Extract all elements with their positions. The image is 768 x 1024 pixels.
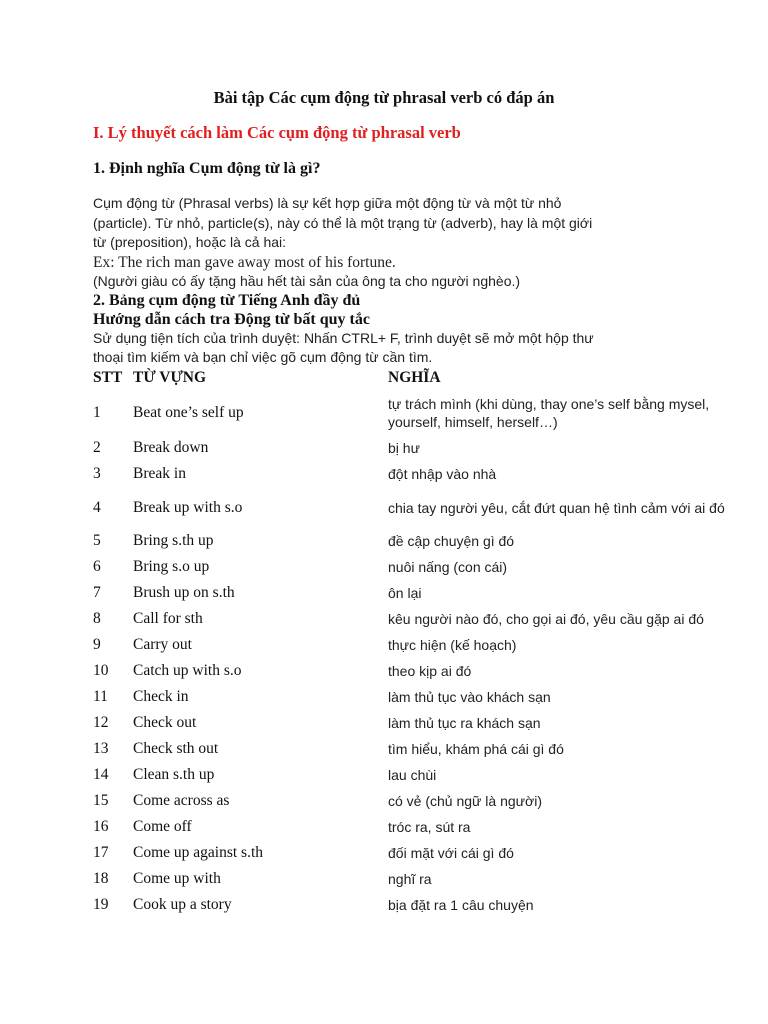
table-row	[88, 710, 763, 736]
table-row	[88, 840, 763, 866]
document-title: Bài tập Các cụm động từ phrasal verb có đáp án	[213, 88, 555, 107]
row-meaning: ôn lại	[388, 585, 422, 601]
row-stt: 9	[93, 636, 101, 653]
row-word: Beat one’s self up	[133, 403, 244, 421]
table-row	[88, 762, 763, 788]
row-word: Come up with	[133, 870, 221, 887]
header-word: TỪ VỰNG	[133, 369, 207, 386]
row-meaning: đột nhập vào nhà	[388, 466, 497, 482]
header-meaning: NGHĨA	[388, 369, 441, 386]
row-word: Catch up with s.o	[133, 662, 242, 679]
row-stt: 2	[93, 439, 101, 456]
table-heading: 2. Bảng cụm động từ Tiếng Anh đầy đủ	[93, 292, 361, 309]
row-meaning: tự trách mình (khi dùng, thay one’s self bằng mysel, yourself, himself, herself…)	[388, 395, 710, 430]
guide-line-2: thoại tìm kiếm và bạn chỉ việc gõ cụm động từ cần tìm.	[93, 348, 433, 365]
row-stt: 10	[93, 662, 109, 679]
row-meaning: lau chùi	[388, 767, 437, 783]
row-word: Break down	[133, 439, 209, 456]
row-meaning: tróc ra, sút ra	[388, 819, 471, 835]
definition-heading: 1. Định nghĩa Cụm động từ là gì?	[93, 160, 321, 177]
row-word: Break up with s.o	[133, 498, 243, 516]
row-word: Come across as	[133, 792, 230, 809]
row-stt: 6	[93, 558, 101, 575]
table-header-row	[88, 366, 763, 390]
row-meaning: tìm hiểu, khám phá cái gì đó	[388, 741, 564, 757]
row-word: Bring s.o up	[133, 558, 210, 575]
row-stt: 8	[93, 610, 101, 627]
row-word: Carry out	[133, 636, 192, 653]
table-row	[88, 461, 763, 487]
row-meaning: làm thủ tục vào khách sạn	[388, 689, 551, 705]
intro-line-3: từ (preposition), hoặc là cả hai:	[93, 234, 287, 250]
table-row	[88, 684, 763, 710]
intro-paragraph	[93, 194, 693, 292]
table-row	[88, 736, 763, 762]
row-meaning: chia tay người yêu, cắt đứt quan hệ tình cảm với ai đó	[388, 499, 725, 516]
table-row	[88, 866, 763, 892]
row-meaning: nuôi nấng (con cái)	[388, 559, 508, 575]
table-row	[88, 658, 763, 684]
row-word: Come up against s.th	[133, 844, 264, 861]
row-stt: 3	[93, 465, 101, 482]
section-heading: I. Lý thuyết cách làm Các cụm động từ phrasal verb	[93, 123, 461, 142]
row-stt: 4	[93, 498, 101, 516]
table-row	[88, 606, 763, 632]
table-row	[88, 814, 763, 840]
row-word: Check sth out	[133, 740, 219, 757]
row-meaning: nghĩ ra	[388, 871, 432, 887]
table-row	[88, 788, 763, 814]
row-meaning: đề cập chuyện gì đó	[388, 533, 515, 549]
table-row	[88, 580, 763, 606]
row-meaning: bịa đặt ra 1 câu chuyện	[388, 897, 534, 913]
row-stt: 14	[93, 766, 109, 783]
row-stt: 17	[93, 844, 109, 861]
guide-heading: Hướng dẫn cách tra Động từ bất quy tắc	[93, 311, 370, 328]
table-row	[88, 487, 763, 528]
table-row	[88, 390, 763, 435]
row-stt: 1	[93, 403, 101, 421]
guide-line-1: Sử dụng tiện tích của trình duyệt: Nhấn CTRL+ F, trình duyệt sẽ mở một hộp thư	[93, 330, 594, 346]
row-meaning: có vẻ (chủ ngữ là người)	[388, 793, 542, 809]
row-word: Clean s.th up	[133, 766, 215, 783]
row-meaning: thực hiện (kế hoạch)	[388, 637, 517, 653]
intro-line-1: Cụm động từ (Phrasal verbs) là sự kết hợp giữa một động từ và một từ nhỏ	[93, 195, 562, 211]
row-word: Bring s.th up	[133, 532, 214, 549]
row-word: Break in	[133, 465, 186, 482]
example-sentence: Ex: The rich man gave away most of his fortune.	[93, 253, 396, 271]
vocabulary-table	[88, 366, 763, 918]
row-stt: 11	[93, 688, 108, 705]
row-stt: 7	[93, 584, 101, 601]
row-stt: 13	[93, 740, 109, 757]
table-row	[88, 435, 763, 461]
row-stt: 18	[93, 870, 109, 887]
row-stt: 16	[93, 818, 109, 835]
row-meaning: làm thủ tục ra khách sạn	[388, 715, 541, 731]
row-word: Check in	[133, 688, 189, 705]
row-meaning: theo kịp ai đó	[388, 663, 472, 679]
row-word: Brush up on s.th	[133, 584, 235, 601]
table-row	[88, 632, 763, 658]
row-stt: 12	[93, 714, 109, 731]
row-meaning: đối mặt với cái gì đó	[388, 845, 514, 861]
row-stt: 19	[93, 896, 109, 913]
row-stt: 15	[93, 792, 109, 809]
table-row	[88, 892, 763, 918]
guide-paragraph	[93, 329, 693, 366]
example-translation: (Người giàu có ấy tặng hầu hết tài sản của ông ta cho người nghèo.)	[93, 273, 521, 289]
table-row	[88, 528, 763, 554]
table-row	[88, 554, 763, 580]
row-meaning: bị hư	[388, 440, 420, 456]
intro-line-2: (particle). Từ nhỏ, particle(s), này có thể là một trạng từ (adverb), hay là một giới	[93, 214, 593, 231]
row-word: Come off	[133, 818, 192, 835]
header-stt: STT	[93, 369, 123, 386]
row-word: Call for sth	[133, 610, 203, 627]
row-stt: 5	[93, 532, 101, 549]
row-meaning: kêu người nào đó, cho gọi ai đó, yêu cầu gặp ai đó	[388, 611, 704, 627]
row-word: Check out	[133, 714, 197, 731]
row-word: Cook up a story	[133, 896, 232, 913]
